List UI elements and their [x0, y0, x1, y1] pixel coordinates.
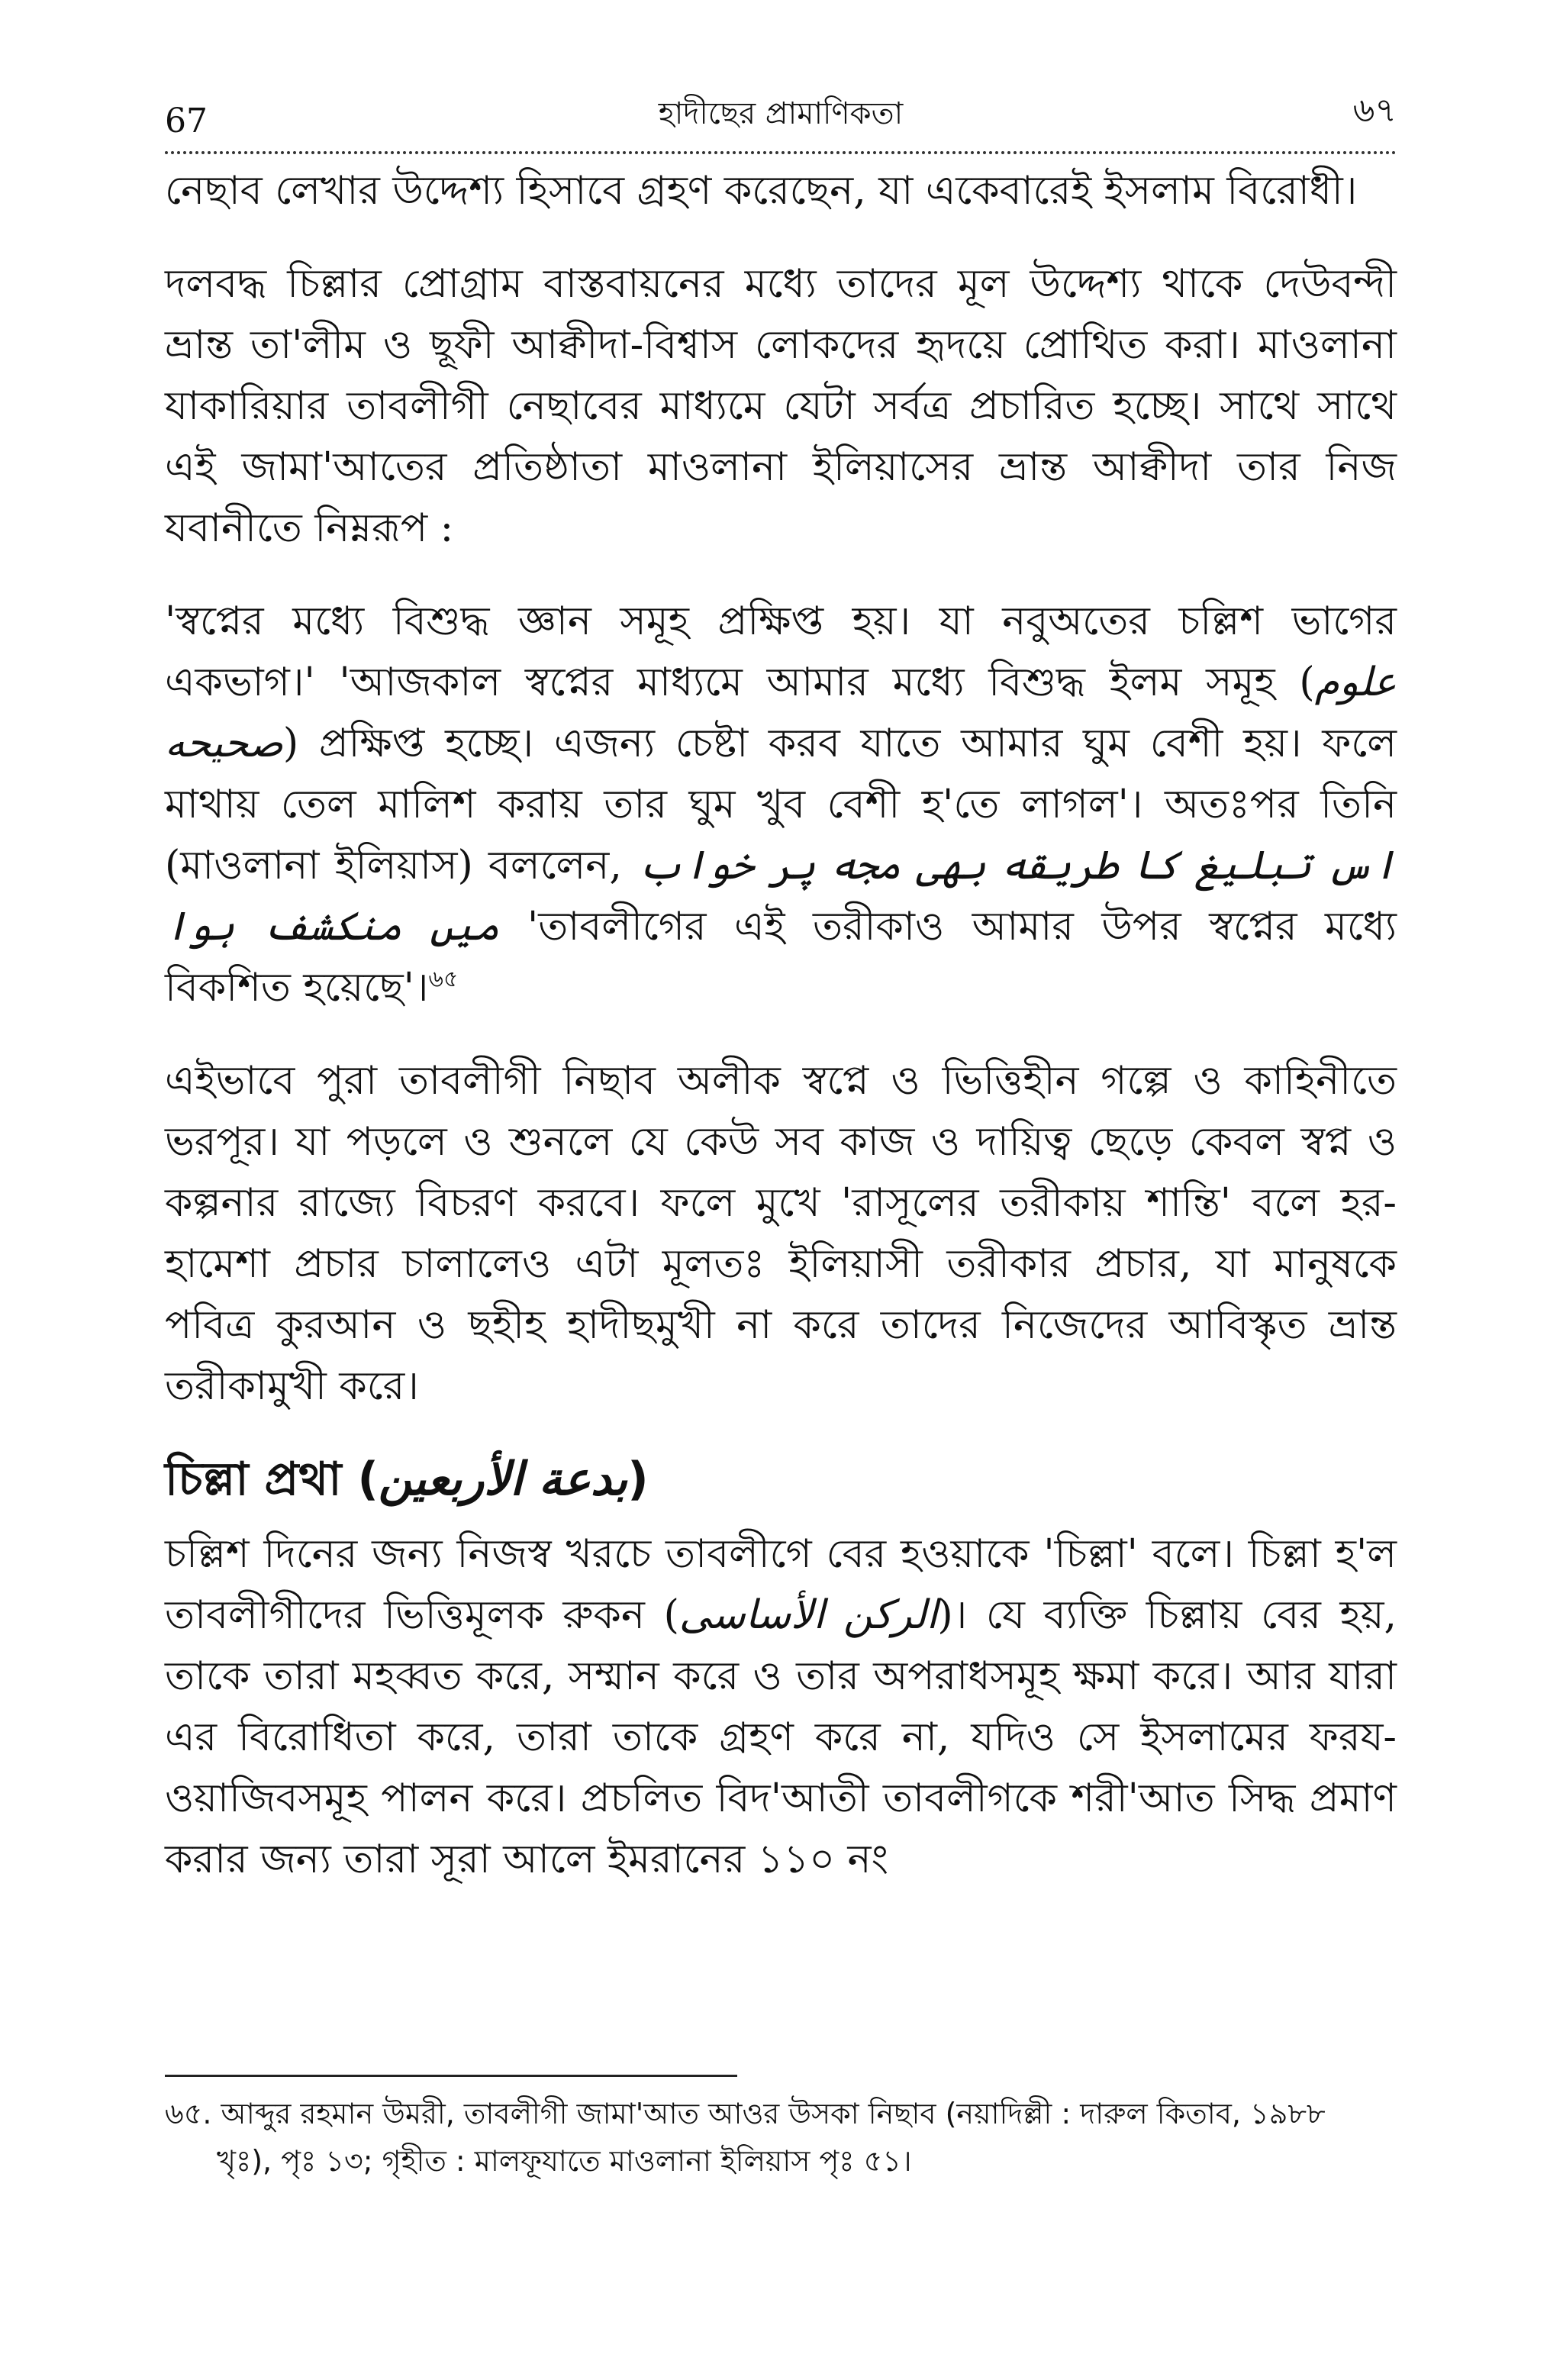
section-heading-close: ) — [627, 1453, 649, 1506]
paragraph-3-text-b: ) প্রক্ষিপ্ত হচ্ছে। এজন্য চেষ্টা করব যাতে আমার ঘুম বেশী হয়। ফলে মাথায় তেল মালিশ করায় তার ঘুম খুব বেশী হ'তে লাগল'। অতঃপর তিনি (মাওলানা ইলিয়াস) বললেন, — [165, 721, 1397, 888]
running-title: হাদীছের প্রামাণিকতা — [658, 96, 904, 131]
paragraph-2: দলবদ্ধ চিল্লার প্রোগ্রাম বাস্তবায়নের মধ্যে তাদের মূল উদ্দেশ্য থাকে দেউবন্দী ভ্রান্ত তা'লীম ও ছূফী আক্বীদা-বিশ্বাস লোকদের হৃদয়ে প্রোথিত করা। মাওলানা যাকারিয়ার তাবলীগী নেছাবের মাধ্যমে যেটা সর্বত্র প্রচারিত হচ্ছে। সাথে সাথে এই জামা'আতের প্রতিষ্ঠাতা মাওলানা ইলিয়াসের ভ্রান্ত আক্বীদা তার নিজ যবানীতে নিম্নরূপ : — [165, 261, 1397, 551]
arabic-term-rukn: الركن الأساسى — [678, 1592, 938, 1638]
paragraph-5-text-a: চল্লিশ দিনের জন্য নিজস্ব খরচে তাবলীগে বের হওয়াকে 'চিল্লা' বলে। চিল্লা হ'ল তাবলীগীদের ভিত্তিমূলক রুকন ( — [165, 1531, 1397, 1638]
section-heading — [165, 1449, 1397, 1510]
urdu-quote: اس تبليغ کا طريقه بهی مجه پر خواب ميں منکشف ہوا — [165, 843, 1397, 950]
arabic-phrase-ilm: علوم صحيحه — [165, 659, 1397, 766]
running-header — [165, 90, 1397, 154]
main-text — [165, 160, 1397, 1922]
page-number-left: 67 — [165, 102, 208, 140]
paragraph-3-text-c: 'তাবলীগের এই তরীকাও আমার উপর স্বপ্নের মধ্যে বিকশিত হয়েছে'। — [165, 904, 1397, 1011]
section-heading-arabic: بدعة الأربعين — [378, 1453, 628, 1506]
footnote-line-2: খৃঃ), পৃঃ ১৩; গৃহীত : মালফূযাতে মাওলানা ইলিয়াস পৃঃ ৫১। — [217, 2144, 912, 2178]
paragraph-5-text-b: )। যে ব্যক্তি চিল্লায় বের হয়, তাকে তারা মহব্বত করে, সম্মান করে ও তার অপরাধসমূহ ক্ষমা করে। আর যারা এর বিরোধিতা করে, তারা তাকে গ্রহণ করে না, যদিও সে ইসলামের ফরয-ওয়াজিবসমূহ পালন করে। প্রচলিত বিদ'আতী তাবলীগকে শরী'আত সিদ্ধ প্রমাণ করার জন্য তারা সূরা আলে ইমরানের ১১০ নং — [165, 1592, 1397, 1882]
paragraph-5 — [165, 1524, 1397, 1890]
section-heading-text: চিল্লা প্রথা ( — [165, 1453, 379, 1506]
footnote — [165, 2090, 1397, 2185]
footnote-line-1: ৬৫. আব্দুর রহমান উমরী, তাবলীগী জামা'আত আওর উসকা নিছাব (নয়াদিল্লী : দারুল কিতাব, ১৯৮৮ — [165, 2097, 1326, 2130]
paragraph-3-text-a: 'স্বপ্নের মধ্যে বিশুদ্ধ জ্ঞান সমূহ প্রক্ষিপ্ত হয়। যা নবুঅতের চল্লিশ ভাগের একভাগ।' 'আজকাল স্বপ্নের মাধ্যমে আমার মধ্যে বিশুদ্ধ ইলম সমূহ ( — [165, 598, 1397, 705]
paragraph-4: এইভাবে পুরা তাবলীগী নিছাব অলীক স্বপ্নে ও ভিত্তিহীন গল্পে ও কাহিনীতে ভরপূর। যা পড়লে ও শুনলে যে কেউ সব কাজ ও দায়িত্ব ছেড়ে কেবল স্বপ্ন ও কল্পনার রাজ্যে বিচরণ করবে। ফলে মুখে 'রাসূলের তরীকায় শান্তি' বলে হর-হামেশা প্রচার চালালেও এটা মূলতঃ ইলিয়াসী তরীকার প্রচার, যা মানুষকে পবিত্র কুরআন ও ছহীহ হাদীছমুখী না করে তাদের নিজেদের আবিস্কৃত ভ্রান্ত তরীকামুখী করে। — [165, 1058, 1397, 1409]
footnote-divider — [165, 2075, 737, 2077]
footnote-reference: ৬৫ — [428, 966, 459, 993]
paragraph-1: নেছাব লেখার উদ্দেশ্য হিসাবে গ্রহণ করেছেন, যা একেবারেই ইসলাম বিরোধী। — [165, 168, 1358, 214]
paragraph-3 — [165, 591, 1397, 1018]
page-number-right: ৬৭ — [1352, 91, 1397, 130]
